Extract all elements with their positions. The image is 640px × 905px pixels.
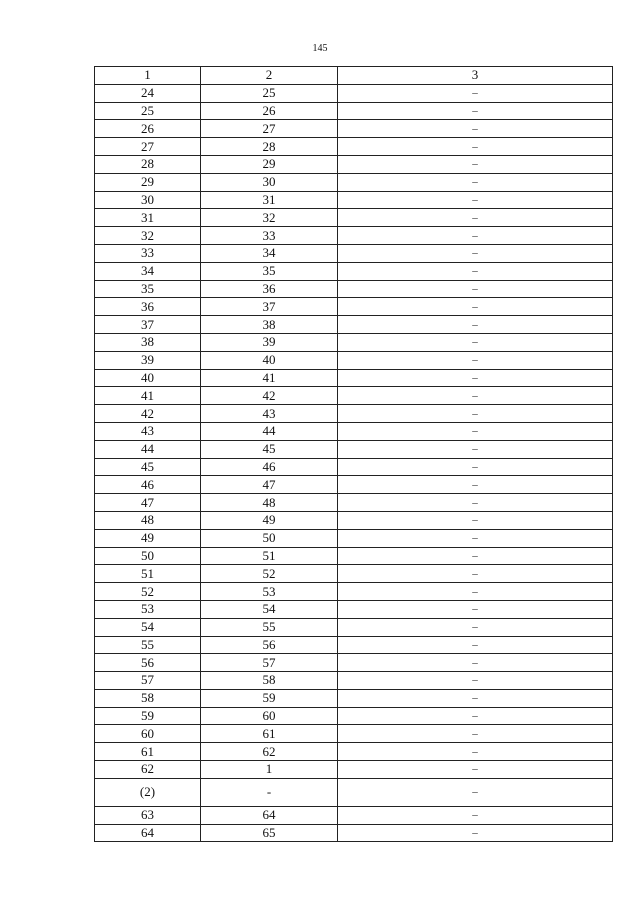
table-cell-col-3: – <box>338 654 613 672</box>
table-cell-col-3: – <box>338 298 613 316</box>
table-cell-col-3: – <box>338 333 613 351</box>
page-number: 145 <box>312 43 328 54</box>
table-row <box>95 244 613 262</box>
table-row <box>95 440 613 458</box>
table-row <box>95 476 613 494</box>
table-cell-col-3: – <box>338 387 613 405</box>
table-row <box>95 725 613 743</box>
table-row <box>95 511 613 529</box>
table-row <box>95 120 613 138</box>
table-cell-col-2: 50 <box>201 529 338 547</box>
table-row <box>95 316 613 334</box>
table-cell-col-1: 63 <box>95 806 201 824</box>
table-cell-col-1: 55 <box>95 636 201 654</box>
table-cell-col-3: – <box>338 565 613 583</box>
table-cell-col-3: – <box>338 422 613 440</box>
table-row <box>95 173 613 191</box>
table-row <box>95 298 613 316</box>
column-header-3: 3 <box>338 67 613 85</box>
table-row <box>95 387 613 405</box>
table-cell-col-2: 30 <box>201 173 338 191</box>
column-header-1: 1 <box>95 67 201 85</box>
table-row <box>95 262 613 280</box>
table-cell-col-1: 27 <box>95 138 201 156</box>
table-row <box>95 227 613 245</box>
table-cell-col-2: 46 <box>201 458 338 476</box>
table-cell-col-3: – <box>338 689 613 707</box>
table-row <box>95 547 613 565</box>
table-cell-col-2: 27 <box>201 120 338 138</box>
table-row <box>95 333 613 351</box>
table-cell-col-2: 38 <box>201 316 338 334</box>
table-cell-col-3: – <box>338 227 613 245</box>
table-cell-col-1: 44 <box>95 440 201 458</box>
table-cell-col-2: 52 <box>201 565 338 583</box>
table-cell-col-3: – <box>338 369 613 387</box>
table-row <box>95 102 613 120</box>
table-cell-col-1: 61 <box>95 743 201 761</box>
table-cell-col-1: (2) <box>95 778 201 806</box>
table-cell-col-2: 41 <box>201 369 338 387</box>
table-cell-col-2: 43 <box>201 405 338 423</box>
table-cell-col-2: 49 <box>201 511 338 529</box>
table-row <box>95 191 613 209</box>
column-header-2: 2 <box>201 67 338 85</box>
table-cell-col-1: 33 <box>95 244 201 262</box>
table-cell-col-3: – <box>338 806 613 824</box>
table-cell-col-3: – <box>338 529 613 547</box>
table-cell-col-3: – <box>338 743 613 761</box>
table-cell-col-1: 43 <box>95 422 201 440</box>
table-cell-col-3: – <box>338 458 613 476</box>
table-cell-col-2: 37 <box>201 298 338 316</box>
table-cell-col-1: 36 <box>95 298 201 316</box>
table-cell-col-1: 52 <box>95 583 201 601</box>
table-row <box>95 600 613 618</box>
table-cell-col-2: 35 <box>201 262 338 280</box>
table-cell-col-2: 40 <box>201 351 338 369</box>
table-cell-col-3: – <box>338 84 613 102</box>
table-cell-col-1: 60 <box>95 725 201 743</box>
table-row <box>95 209 613 227</box>
table-row <box>95 672 613 690</box>
table-cell-col-3: – <box>338 511 613 529</box>
table-cell-col-2: 45 <box>201 440 338 458</box>
table-cell-col-1: 25 <box>95 102 201 120</box>
table-row <box>95 689 613 707</box>
table-row <box>95 654 613 672</box>
table-row <box>95 707 613 725</box>
table-cell-col-2: 33 <box>201 227 338 245</box>
table-cell-col-3: – <box>338 494 613 512</box>
table-cell-col-3: – <box>338 761 613 779</box>
table-cell-col-2: 51 <box>201 547 338 565</box>
table-cell-col-2: 47 <box>201 476 338 494</box>
table-cell-col-1: 39 <box>95 351 201 369</box>
table-cell-col-3: – <box>338 440 613 458</box>
table-cell-col-1: 35 <box>95 280 201 298</box>
table-cell-col-3: – <box>338 244 613 262</box>
table-cell-col-2: 28 <box>201 138 338 156</box>
table-cell-col-1: 47 <box>95 494 201 512</box>
table-cell-col-3: – <box>338 280 613 298</box>
table-cell-col-3: – <box>338 725 613 743</box>
table-cell-col-2: 57 <box>201 654 338 672</box>
table-cell-col-2: 60 <box>201 707 338 725</box>
table-cell-col-1: 48 <box>95 511 201 529</box>
table-cell-col-1: 24 <box>95 84 201 102</box>
table-row <box>95 636 613 654</box>
table-cell-col-2: 61 <box>201 725 338 743</box>
table-cell-col-1: 50 <box>95 547 201 565</box>
table-row <box>95 824 613 842</box>
table-row <box>95 405 613 423</box>
table-row <box>95 155 613 173</box>
table-cell-col-3: – <box>338 824 613 842</box>
table-cell-col-2: 31 <box>201 191 338 209</box>
table-cell-col-3: – <box>338 138 613 156</box>
table-cell-col-3: – <box>338 636 613 654</box>
table-cell-col-2: 1 <box>201 761 338 779</box>
table-cell-col-1: 40 <box>95 369 201 387</box>
table-cell-col-1: 31 <box>95 209 201 227</box>
table-cell-col-1: 45 <box>95 458 201 476</box>
table-row <box>95 351 613 369</box>
table-cell-col-1: 37 <box>95 316 201 334</box>
table-row <box>95 529 613 547</box>
table-cell-col-1: 32 <box>95 227 201 245</box>
table-cell-col-1: 28 <box>95 155 201 173</box>
table-cell-col-2: 34 <box>201 244 338 262</box>
table-cell-col-1: 62 <box>95 761 201 779</box>
table-cell-col-1: 59 <box>95 707 201 725</box>
table-cell-col-1: 64 <box>95 824 201 842</box>
table-cell-col-3: – <box>338 618 613 636</box>
table-cell-col-2: 65 <box>201 824 338 842</box>
table-cell-col-3: – <box>338 173 613 191</box>
table-row <box>95 778 613 806</box>
table-row <box>95 422 613 440</box>
table-cell-col-1: 34 <box>95 262 201 280</box>
table-cell-col-2: 39 <box>201 333 338 351</box>
table-row <box>95 369 613 387</box>
table-cell-col-3: – <box>338 600 613 618</box>
table-cell-col-3: – <box>338 672 613 690</box>
table-cell-col-1: 57 <box>95 672 201 690</box>
table-cell-col-2: 58 <box>201 672 338 690</box>
table-cell-col-1: 46 <box>95 476 201 494</box>
table-cell-col-2: 53 <box>201 583 338 601</box>
table-cell-col-2: 64 <box>201 806 338 824</box>
table-cell-col-1: 53 <box>95 600 201 618</box>
table-cell-col-3: – <box>338 120 613 138</box>
table-row <box>95 494 613 512</box>
table-cell-col-2: 54 <box>201 600 338 618</box>
table-cell-col-1: 38 <box>95 333 201 351</box>
table-cell-col-3: – <box>338 102 613 120</box>
data-table <box>94 66 613 842</box>
table-row <box>95 458 613 476</box>
table-cell-col-2: 32 <box>201 209 338 227</box>
table-cell-col-3: – <box>338 547 613 565</box>
table-cell-col-3: – <box>338 316 613 334</box>
table-row <box>95 84 613 102</box>
table-cell-col-1: 30 <box>95 191 201 209</box>
table-body <box>95 84 613 842</box>
table-cell-col-2: 25 <box>201 84 338 102</box>
table-row <box>95 138 613 156</box>
table-row <box>95 806 613 824</box>
table-cell-col-1: 51 <box>95 565 201 583</box>
table-cell-col-3: – <box>338 155 613 173</box>
table-cell-col-2: 56 <box>201 636 338 654</box>
table-cell-col-3: – <box>338 262 613 280</box>
table-cell-col-1: 49 <box>95 529 201 547</box>
table-row <box>95 565 613 583</box>
table-row <box>95 761 613 779</box>
table-cell-col-3: – <box>338 209 613 227</box>
table-cell-col-3: – <box>338 583 613 601</box>
table-cell-col-2: 48 <box>201 494 338 512</box>
table-cell-col-2: 26 <box>201 102 338 120</box>
table-cell-col-2: 59 <box>201 689 338 707</box>
table-cell-col-1: 29 <box>95 173 201 191</box>
table-cell-col-3: – <box>338 476 613 494</box>
table-header-row <box>95 67 613 85</box>
table-cell-col-2: 29 <box>201 155 338 173</box>
table-cell-col-2: 44 <box>201 422 338 440</box>
table-cell-col-2: 42 <box>201 387 338 405</box>
table-cell-col-2: 36 <box>201 280 338 298</box>
table-cell-col-1: 42 <box>95 405 201 423</box>
table-cell-col-2: 55 <box>201 618 338 636</box>
table-cell-col-3: – <box>338 405 613 423</box>
table-row <box>95 743 613 761</box>
table-cell-col-2: 62 <box>201 743 338 761</box>
table-cell-col-1: 56 <box>95 654 201 672</box>
table-cell-col-1: 41 <box>95 387 201 405</box>
table-cell-col-3: – <box>338 191 613 209</box>
table-cell-col-1: 26 <box>95 120 201 138</box>
table-cell-col-1: 54 <box>95 618 201 636</box>
table-row <box>95 618 613 636</box>
table-cell-col-2: - <box>201 778 338 806</box>
table-cell-col-1: 58 <box>95 689 201 707</box>
table-cell-col-3: – <box>338 707 613 725</box>
table-row <box>95 583 613 601</box>
table-row <box>95 280 613 298</box>
table-cell-col-3: – <box>338 778 613 806</box>
table-cell-col-3: – <box>338 351 613 369</box>
